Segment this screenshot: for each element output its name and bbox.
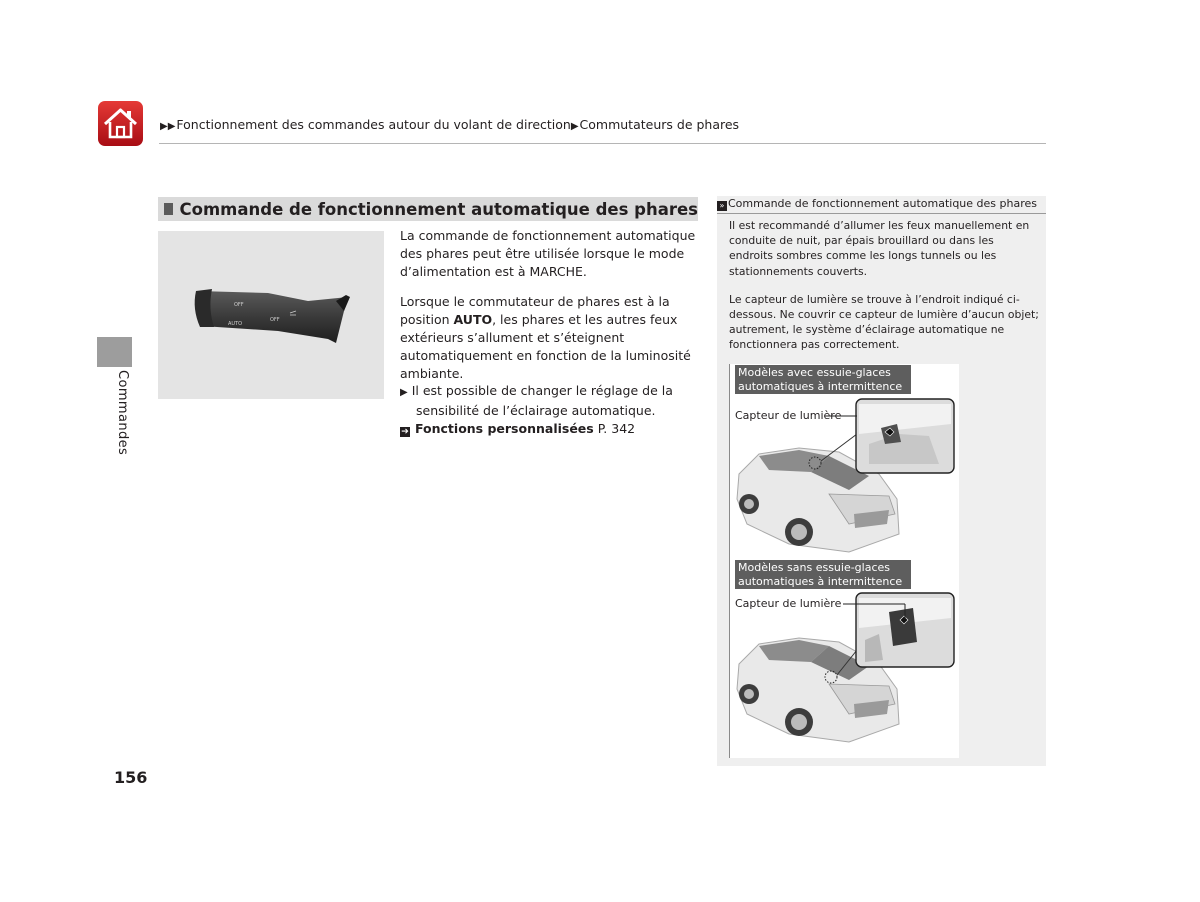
section-title: Commande de fonctionnement automatique des phares <box>179 199 698 219</box>
home-icon[interactable] <box>97 100 144 147</box>
sensitivity-note <box>400 382 700 420</box>
side-note-body <box>729 218 1041 366</box>
auto-paragraph-end: , les phares et les autres feux extérieurs s’allument et s’éteignent automatiquement en fonction de la luminosité ambiante. <box>400 312 691 381</box>
custom-features-reference[interactable] <box>400 420 700 438</box>
light-sensor-label-bottom: Capteur de lumière <box>735 597 842 610</box>
lever-auto-label: AUTO <box>228 321 243 327</box>
light-sensor-label-top: Capteur de lumière <box>735 409 842 422</box>
custom-features-link[interactable]: Fonctions personnalisées <box>415 420 594 436</box>
auto-paragraph-start: Lorsque le commutateur de phares est à la position <box>400 294 670 328</box>
chapter-tab-marker[interactable] <box>97 337 132 367</box>
breadcrumb <box>160 117 739 132</box>
side-note-divider <box>717 213 1046 214</box>
models-with-auto-wipers-label: Modèles avec essuie-glaces automatiques à intermittence <box>735 365 911 394</box>
side-note-para2: Le capteur de lumière se trouve à l’endroit indiqué ci-dessous. Ne couvrir ce capteur de lumière d’aucun objet; autrement, le système d’éclairage automatique ne fonctionnera pas correctement. <box>729 292 1039 352</box>
breadcrumb-current: Commutateurs de phares <box>579 117 740 132</box>
headlight-lever-image <box>158 231 384 399</box>
breadcrumb-link-controls[interactable]: Fonctionnement des commandes autour du volant de direction <box>176 117 571 132</box>
auto-paragraph <box>400 293 700 382</box>
breadcrumb-arrow-icon: ▶ <box>570 121 579 132</box>
reference-page: P. 342 <box>597 420 636 436</box>
note-arrow-icon: ▶ <box>400 387 408 399</box>
page-number: 156 <box>114 768 148 787</box>
figure-divider <box>729 364 730 758</box>
lever-off-label: OFF <box>234 302 244 308</box>
intro-paragraph: La commande de fonctionnement automatique des phares peut être utilisée lorsque le mode d’alimentation est à MARCHE. <box>400 228 696 279</box>
side-note-arrow-icon: » <box>717 201 727 211</box>
section-heading <box>158 197 698 221</box>
reference-arrow-icon: ➔ <box>401 426 409 437</box>
lever-off2-label: OFF <box>270 317 280 323</box>
side-note-para1: Il est recommandé d’allumer les feux manuellement en conduite de nuit, par épais brouillard ou dans les endroits sombres comme les longs tunnels ou les stationnements couverts. <box>729 219 1030 278</box>
breadcrumb-arrow-icon: ▶▶ <box>160 121 176 132</box>
header-divider <box>159 143 1046 144</box>
sensitivity-note-text: Il est possible de changer le réglage de la sensibilité de l’éclairage automatique. <box>411 383 673 419</box>
auto-keyword: AUTO <box>453 312 493 328</box>
side-note-title <box>717 197 1046 211</box>
heading-square-icon <box>164 203 173 215</box>
main-body-text <box>400 227 700 438</box>
side-note-title-text: Commande de fonctionnement automatique des phares <box>728 197 1037 210</box>
models-without-auto-wipers-label: Modèles sans essuie-glaces automatiques à intermittence <box>735 560 911 589</box>
chapter-side-label: Commandes <box>115 370 130 456</box>
